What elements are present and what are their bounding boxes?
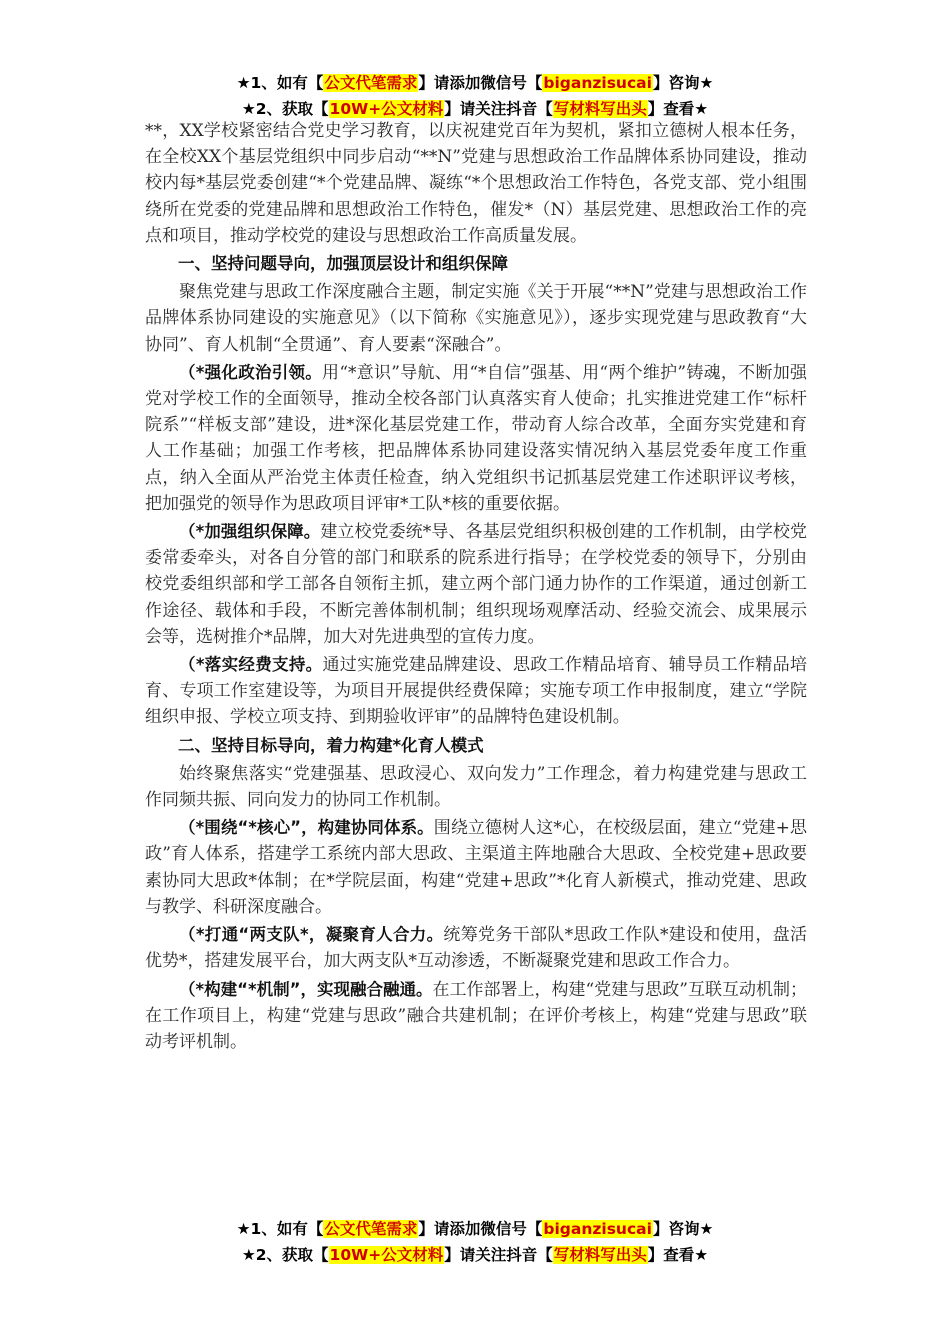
paragraph-organization	[145, 519, 807, 650]
banner-text: ★2、获取【	[241, 100, 329, 118]
banner-highlight: biganzisucai	[543, 74, 652, 92]
banner-text: ★1、如有【	[236, 1220, 324, 1238]
banner-line-1	[0, 1216, 950, 1242]
banner-text: 】请添加微信号【	[418, 1220, 543, 1238]
banner-text: 】请关注抖音【	[444, 1246, 553, 1264]
banner-text: 】请关注抖音【	[444, 100, 553, 118]
document-body	[145, 118, 807, 1055]
banner-text: 】咨询★	[652, 1220, 714, 1238]
banner-text: 】查看★	[647, 100, 709, 118]
paragraph-lead: （*围绕“*核心”，构建协同体系。	[179, 818, 434, 838]
paragraph-text: 在工作部署上，构建“党建与思政”互联互动机制；在工作项目上，构建“党建与思政”融合共建机制；在评价考核上，构建“党建与思政”联动考评机制。	[145, 979, 807, 1052]
banner-highlight: 10W+公文材料	[329, 1246, 444, 1264]
paragraph-text: 建立校党委统*导、各基层党组织积极创建的工作机制，由学校党委常委牵头，对各自分管的部门和联系的院系进行指导；在学校党委的领导下，分别由校党委组织部和学工部各自领衔主抓，建立两个部门通力协作的工作渠道，通过创新工作途径、载体和手段，不断完善体制机制；组织现场观摩活动、经验交流会、成果展示会等，选树推介*品牌，加大对先进典型的宣传力度。	[145, 522, 807, 647]
top-banner	[0, 70, 950, 122]
paragraph-funding	[145, 652, 807, 731]
paragraph-lead: （*构建“*机制”，实现融合融通。	[179, 979, 433, 999]
paragraph-two-teams	[145, 922, 807, 974]
paragraph-text: 统筹党务干部队*思政工作队*建设和使用，盘活优势*，搭建发展平台，加大两支队*互动渗透，不断凝聚党建和思政工作合力。	[145, 925, 807, 972]
banner-highlight: 10W+公文材料	[329, 100, 444, 118]
section-2-body: 始终聚焦落实“党建强基、思政浸心、双向发力”工作理念，着力构建党建与思政工作同频共振、同向发力的协同工作机制。	[145, 763, 807, 811]
banner-text: ★1、如有【	[236, 74, 324, 92]
section-1-title: 一、坚持问题导向，加强顶层设计和组织保障	[178, 254, 508, 274]
section-1-body: 聚焦党建与思政工作深度融合主题，制定实施《关于开展“**N”党建与思想政治工作品牌体系协同建设的实施意见》（以下简称《实施意见》），逐步实现党建与思政教育“大协同”、育人机制“全贯通”、育人要素“深融合”。	[145, 282, 807, 355]
bottom-banner	[0, 1216, 950, 1268]
banner-text: 】请添加微信号【	[418, 74, 543, 92]
paragraph-lead: （*打通“两支队*，凝聚育人合力。	[179, 925, 444, 945]
banner-line-2	[0, 1242, 950, 1268]
paragraph-lead: （*加强组织保障。	[179, 522, 321, 542]
banner-highlight: 写材料写出头	[553, 1246, 647, 1264]
paragraph-text: 通过实施党建品牌建设、思政工作精品培育、辅导员工作精品培育、专项工作室建设等，为项目开展提供经费保障；实施专项工作申报制度，建立“学院组织申报、学校立项支持、到期验收评审”的品牌特色建设机制。	[145, 655, 807, 728]
section-2-title: 二、坚持目标导向，着力构建*化育人模式	[178, 735, 484, 755]
paragraph-text: 用“*意识”导航、用“*自信”强基、用“两个维护”铸魂，不断加强党对学校工作的全面领导，推动全校各部门认真落实育人使命；扎实推进党建工作“标杆院系”“样板支部”建设，进*深化基层党建工作，带动育人综合改革，全面夯实党建和育人工作基础；加强工作考核，把品牌体系协同建设落实情况纳入基层党委年度工作重点，纳入全面从严治党主体责任检查，纳入党组织书记抓基层党建工作述职评议考核，把加强党的领导作为思政项目评审*工队*核的重要依据。	[145, 362, 807, 514]
banner-highlight: 写材料写出头	[553, 100, 647, 118]
paragraph-political-leadership	[145, 360, 807, 517]
banner-highlight: 公文代笔需求	[324, 1220, 418, 1238]
banner-highlight: biganzisucai	[543, 1220, 652, 1238]
paragraph-mechanism	[145, 977, 807, 1056]
paragraph-core	[145, 815, 807, 920]
banner-text: ★2、获取【	[241, 1246, 329, 1264]
banner-text: 】查看★	[647, 1246, 709, 1264]
paragraph-text: 围绕立德树人这*心，在校级层面，建立“党建+思政”育人体系，搭建学工系统内部大思政、主渠道主阵地融合大思政、全校党建+思政要素协同大思政*体制；在*学院层面，构建“党建+思政”*化育人新模式，推动党建、思政与教学、科研深度融合。	[145, 818, 808, 917]
paragraph-lead: （*强化政治引领。	[179, 362, 323, 382]
banner-highlight: 公文代笔需求	[324, 74, 418, 92]
intro-paragraph: **，XX学校紧密结合党史学习教育，以庆祝建党百年为契机，紧扣立德树人根本任务，在全校XX个基层党组织中同步启动“**N”党建与思想政治工作品牌体系协同建设，推动校内每*基层党委创建“*个党建品牌、凝练“*个思想政治工作特色，各党支部、党小组围绕所在党委的党建品牌和思想政治工作特色，催发*（N）基层党建、思想政治工作的亮点和项目，推动学校党的建设与思想政治工作高质量发展。	[145, 121, 807, 246]
paragraph-lead: （*落实经费支持。	[179, 655, 323, 675]
banner-line-1	[0, 70, 950, 96]
banner-text: 】咨询★	[652, 74, 714, 92]
